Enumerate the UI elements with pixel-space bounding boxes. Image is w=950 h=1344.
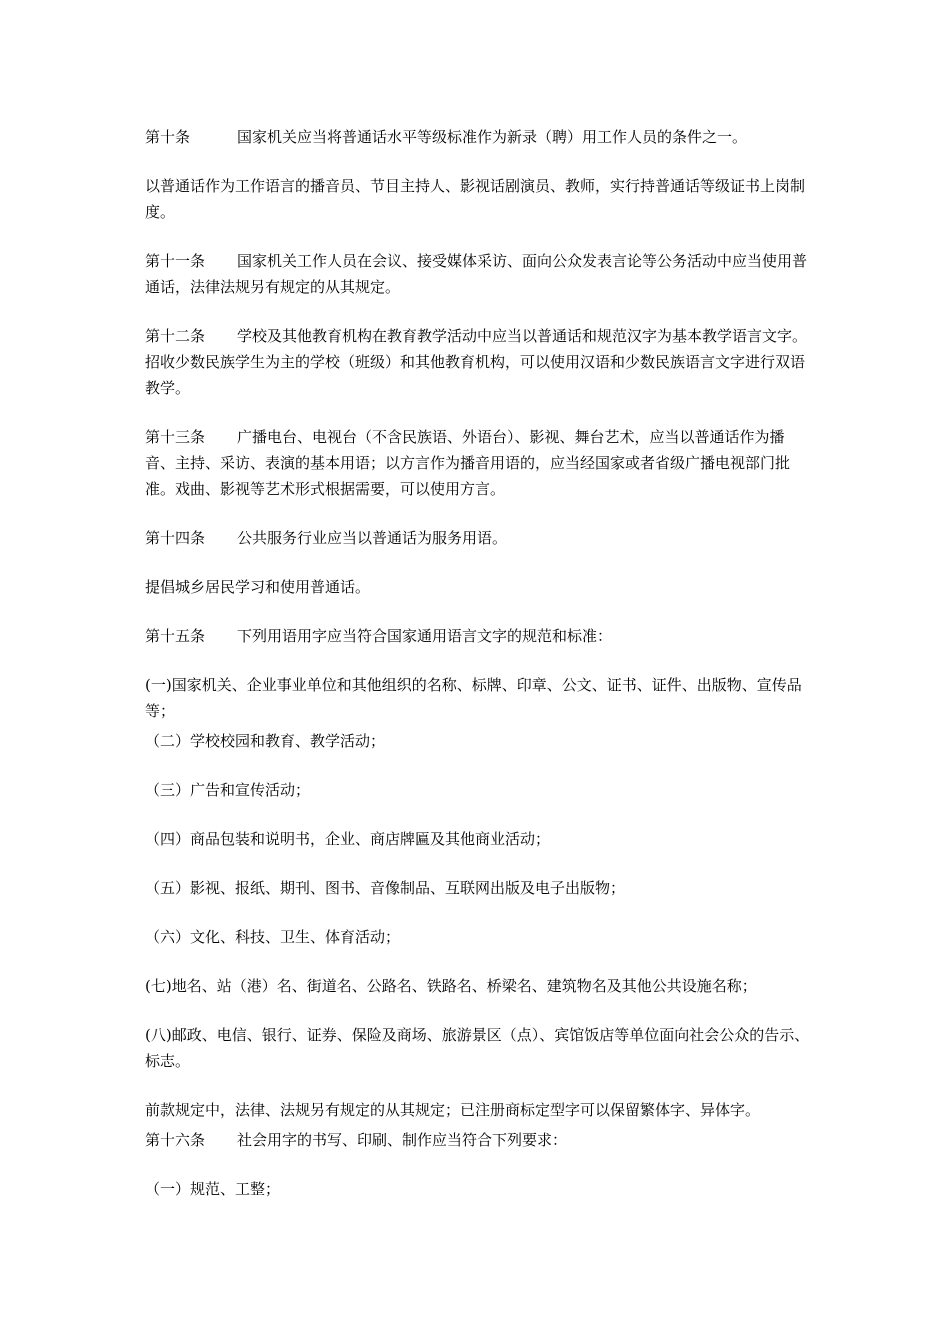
article-label: 第十六条: [145, 1131, 206, 1149]
article-16: [145, 1127, 810, 1153]
list-item: （六）文化、科技、卫生、体育活动；: [145, 928, 401, 946]
article-text: 社会用字的书写、印刷、制作应当符合下列要求：: [237, 1131, 568, 1149]
list-item: （二）学校校园和教育、教学活动；: [145, 732, 386, 750]
article-14-paragraph-2: 提倡城乡居民学习和使用普通话。: [145, 578, 371, 596]
article-label: 第十条: [145, 128, 191, 146]
article-11: [145, 248, 810, 300]
list-item: (一)国家机关、企业事业单位和其他组织的名称、标牌、印章、公文、证书、证件、出版物、宣传品等；: [145, 676, 802, 720]
article-text: 国家机关工作人员在会议、接受媒体采访、面向公众发表言论等公务活动中应当使用普通话，法律法规另有规定的从其规定。: [145, 252, 808, 296]
article-label: 第十二条: [145, 327, 206, 345]
list-item: （三）广告和宣传活动；: [145, 781, 311, 799]
article-text: 学校及其他教育机构在教育教学活动中应当以普通话和规范汉字为基本教学语言文字。招收少数民族学生为主的学校（班级）和其他教育机构，可以使用汉语和少数民族语言文字进行双语教学。: [145, 327, 808, 397]
article-label: 第十五条: [145, 627, 206, 645]
article-15: [145, 623, 810, 649]
article-12: [145, 323, 810, 401]
article-text: 国家机关应当将普通话水平等级标准作为新录（聘）用工作人员的条件之一。: [237, 128, 748, 146]
list-item: （五）影视、报纸、期刊、图书、音像制品、互联网出版及电子出版物；: [145, 879, 626, 897]
article-10-paragraph-2: 以普通话作为工作语言的播音员、节目主持人、影视话剧演员、教师，实行持普通话等级证书上岗制度。: [145, 177, 806, 221]
article-10: [145, 124, 810, 150]
list-item: (八)邮政、电信、银行、证券、保险及商场、旅游景区（点）、宾馆饭店等单位面向社会公众的告示、标志。: [145, 1026, 810, 1070]
document-page: [145, 124, 810, 1225]
article-13: [145, 424, 810, 502]
article-text: 公共服务行业应当以普通话为服务用语。: [237, 529, 508, 547]
article-text: 下列用语用字应当符合国家通用语言文字的规范和标准：: [237, 627, 613, 645]
list-item: (七)地名、站（港）名、街道名、公路名、铁路名、桥梁名、建筑物名及其他公共设施名称；: [145, 977, 757, 995]
list-item: （四）商品包装和说明书，企业、商店牌匾及其他商业活动；: [145, 830, 551, 848]
article-label: 第十四条: [145, 529, 206, 547]
article-label: 第十一条: [145, 252, 206, 270]
list-item: （一）规范、工整；: [145, 1180, 281, 1198]
article-14: [145, 525, 810, 551]
article-text: 广播电台、电视台（不含民族语、外语台）、影视、舞台艺术，应当以普通话作为播音、主持、采访、表演的基本用语；以方言作为播音用语的，应当经国家或者省级广播电视部门批准。戏曲、影视等艺术形式根据需要，可以使用方言。: [145, 428, 791, 498]
article-label: 第十三条: [145, 428, 206, 446]
article-15-note: 前款规定中，法律、法规另有规定的从其规定；已注册商标定型字可以保留繁体字、异体字。: [145, 1101, 761, 1119]
